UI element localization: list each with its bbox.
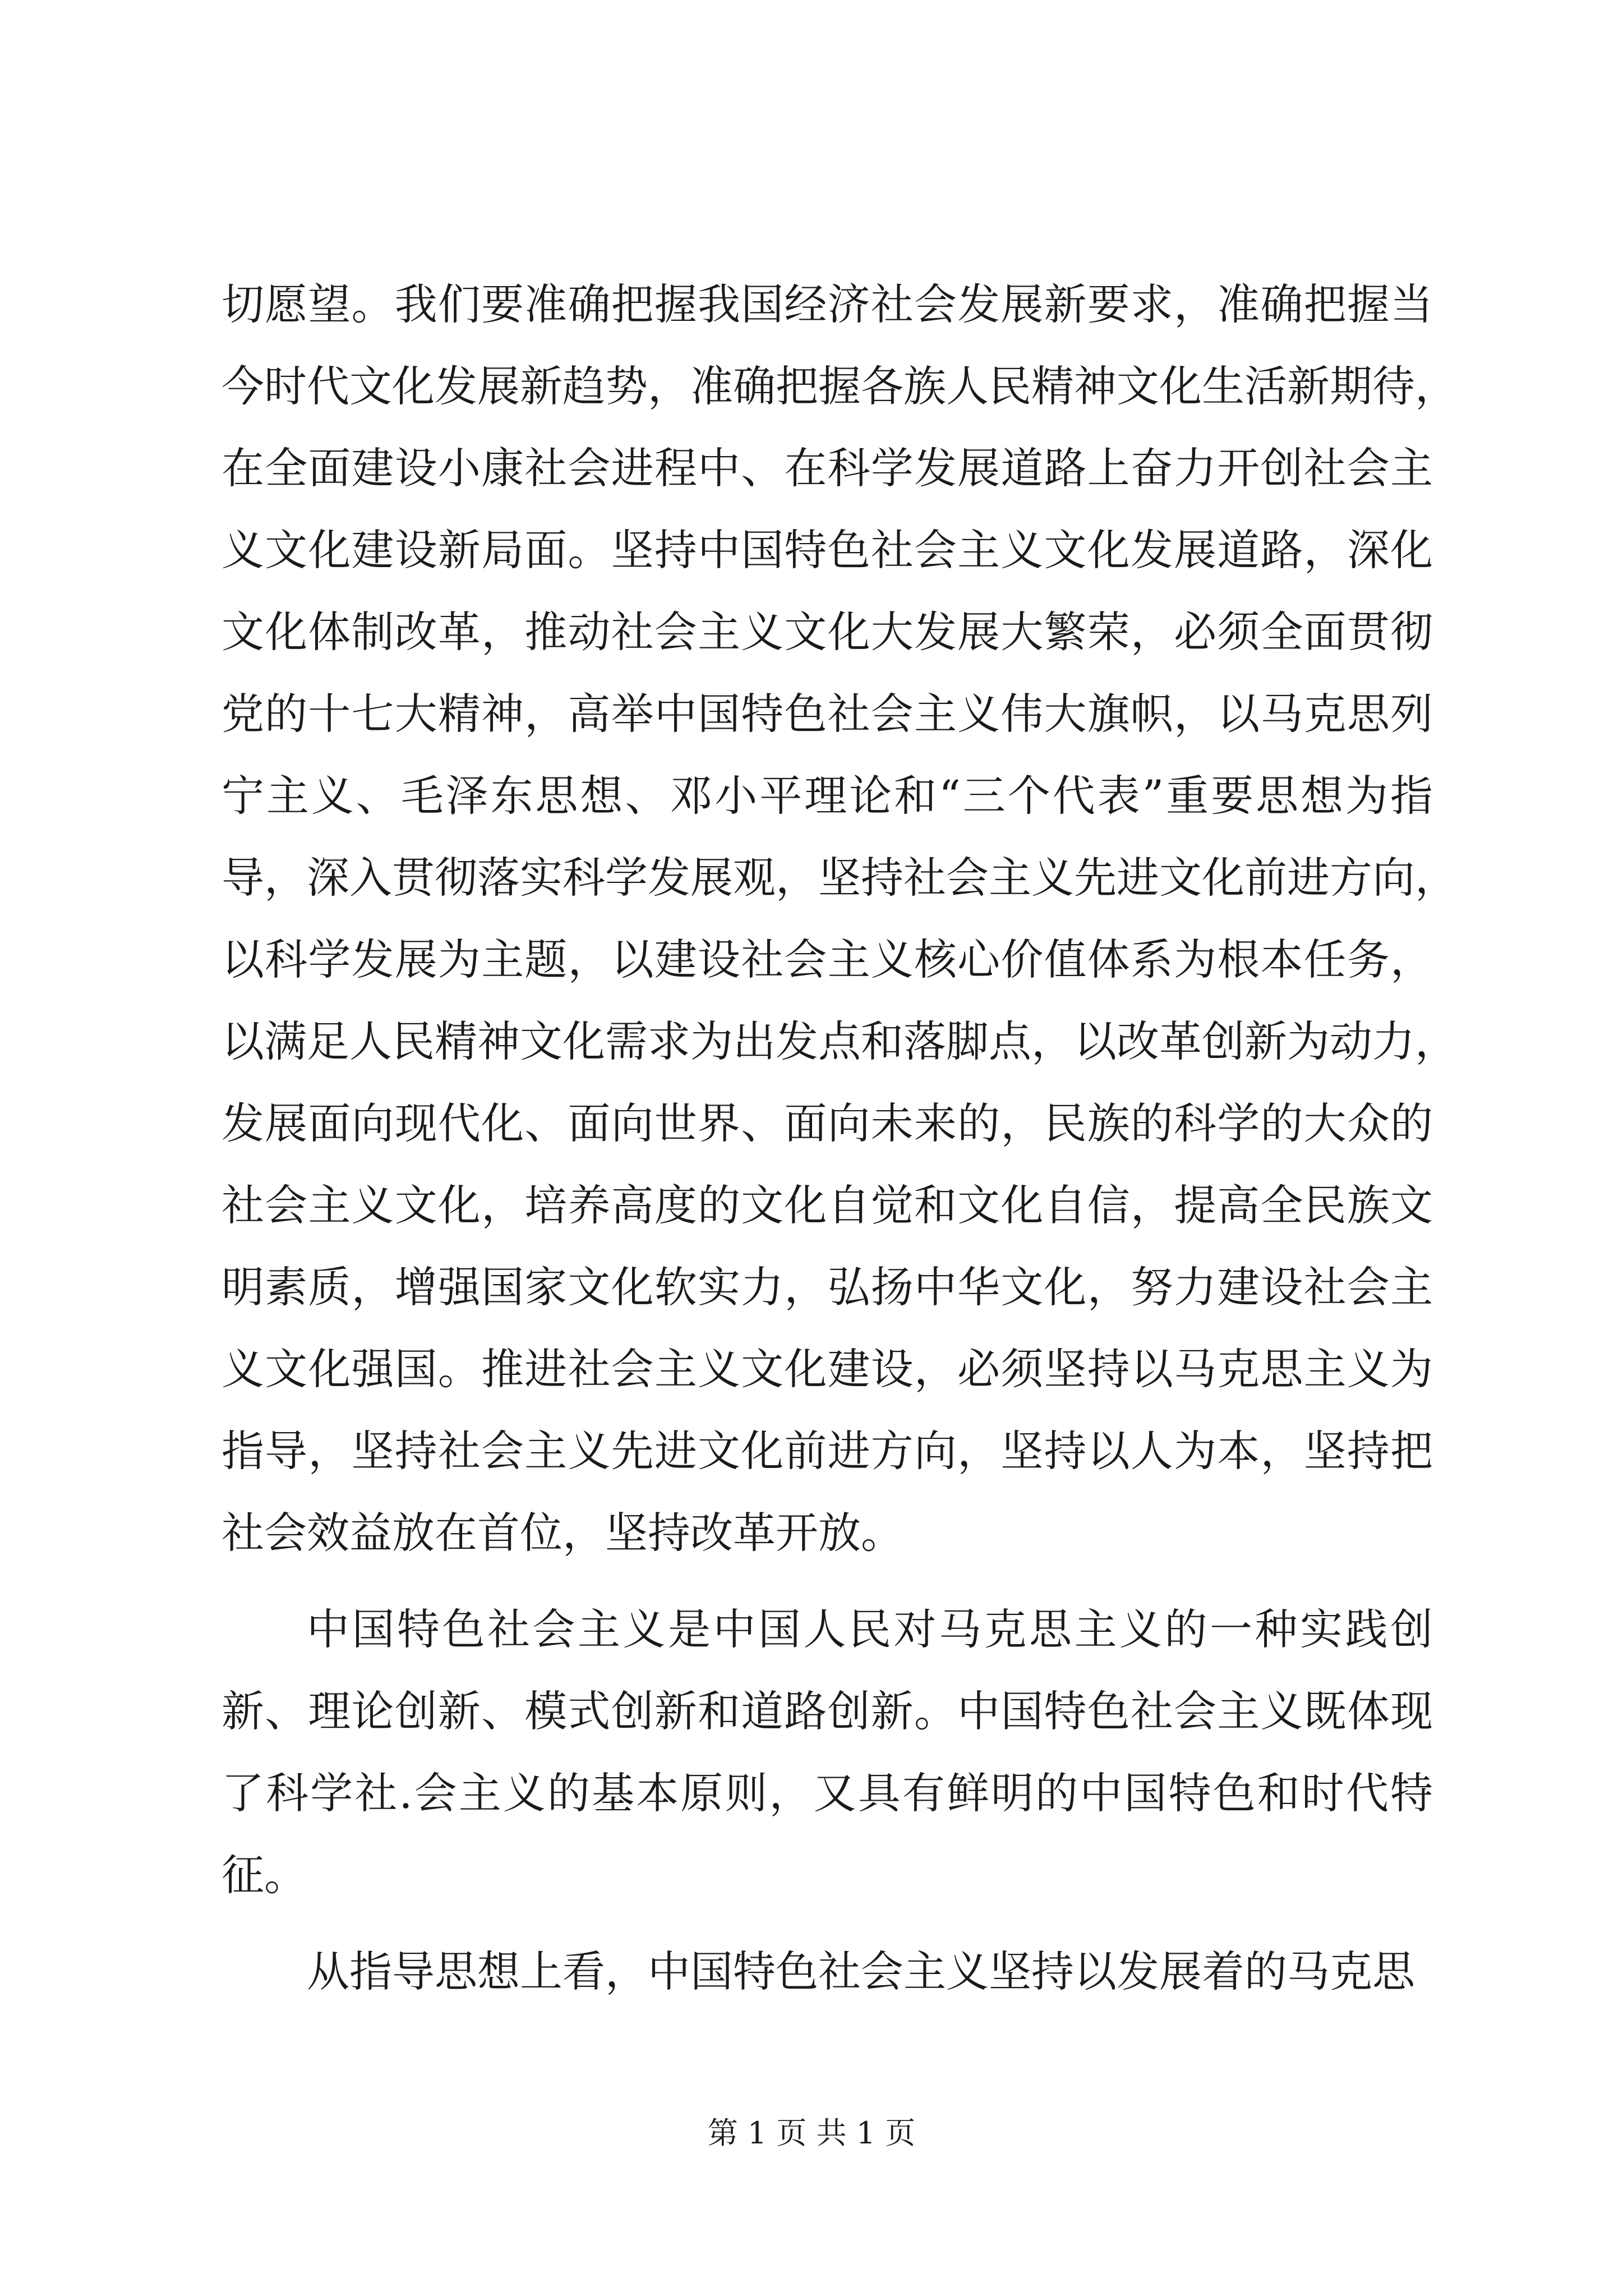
text-line: 社会效益放在首位，坚持改革开放。 [222, 1508, 903, 1558]
page-footer: 第 1 页 共 1 页 [707, 2115, 916, 2151]
text-line: 发展面向现代化、面向世界、面向未来的，民族的科学的大众的 [222, 1098, 1433, 1148]
text-line: 新、理论创新、模式创新和道路创新。中国特色社会主义既体现 [222, 1686, 1433, 1736]
text-line: 指导，坚持社会主义先进文化前进方向，坚持以人为本，坚持把 [222, 1426, 1433, 1476]
text-line: 中国特色社会主义是中国人民对马克思主义的一种实践创 [307, 1604, 1433, 1654]
text-line: 以满足人民精神文化需求为出发点和落脚点，以改革创新为动力， [222, 1016, 1458, 1066]
text-line: 从指导思想上看，中国特色社会主义坚持以发展着的马克思 [307, 1947, 1415, 1996]
text-line: 义文化建设新局面。坚持中国特色社会主义文化发展道路，深化 [222, 525, 1433, 575]
paragraph [222, 1589, 1433, 1916]
text-line: 明素质，增强国家文化软实力，弘扬中华文化，努力建设社会主 [222, 1262, 1433, 1312]
text-line: 党的十七大精神，高举中国特色社会主义伟大旗帜，以马克思列 [222, 689, 1433, 739]
paragraph [222, 1931, 1433, 2013]
text-line: 文化体制改革，推动社会主义文化大发展大繁荣，必须全面贯彻 [222, 607, 1433, 657]
text-line: 征。 [222, 1850, 307, 1900]
text-line: 切愿望。我们要准确把握我国经济社会发展新要求，准确把握当 [222, 279, 1433, 329]
text-line: 在全面建设小康社会进程中、在科学发展道路上奋力开创社会主 [222, 443, 1433, 493]
text-line: 了科学社.会主义的基本原则，又具有鲜明的中国特色和时代特 [222, 1768, 1433, 1818]
paragraph-gap [222, 1574, 1433, 1589]
paragraph-gap [222, 1916, 1433, 1931]
text-line: 社会主义文化，培养高度的文化自觉和文化自信，提高全民族文 [222, 1180, 1433, 1230]
document-body [222, 264, 1458, 2013]
text-line: 宁主义、毛泽东思想、邓小平理论和“三个代表”重要思想为指 [222, 771, 1433, 821]
text-line: 义文化强国。推进社会主义文化建设，必须坚持以马克思主义为 [222, 1344, 1433, 1394]
text-line: 以科学发展为主题，以建设社会主义核心价值体系为根本任务， [222, 935, 1433, 984]
text-line: 导，深入贯彻落实科学发展观，坚持社会主义先进文化前进方向， [222, 853, 1458, 903]
paragraph [222, 264, 1458, 1574]
text-line: 今时代文化发展新趋势，准确把握各族人民精神文化生活新期待， [222, 361, 1458, 411]
